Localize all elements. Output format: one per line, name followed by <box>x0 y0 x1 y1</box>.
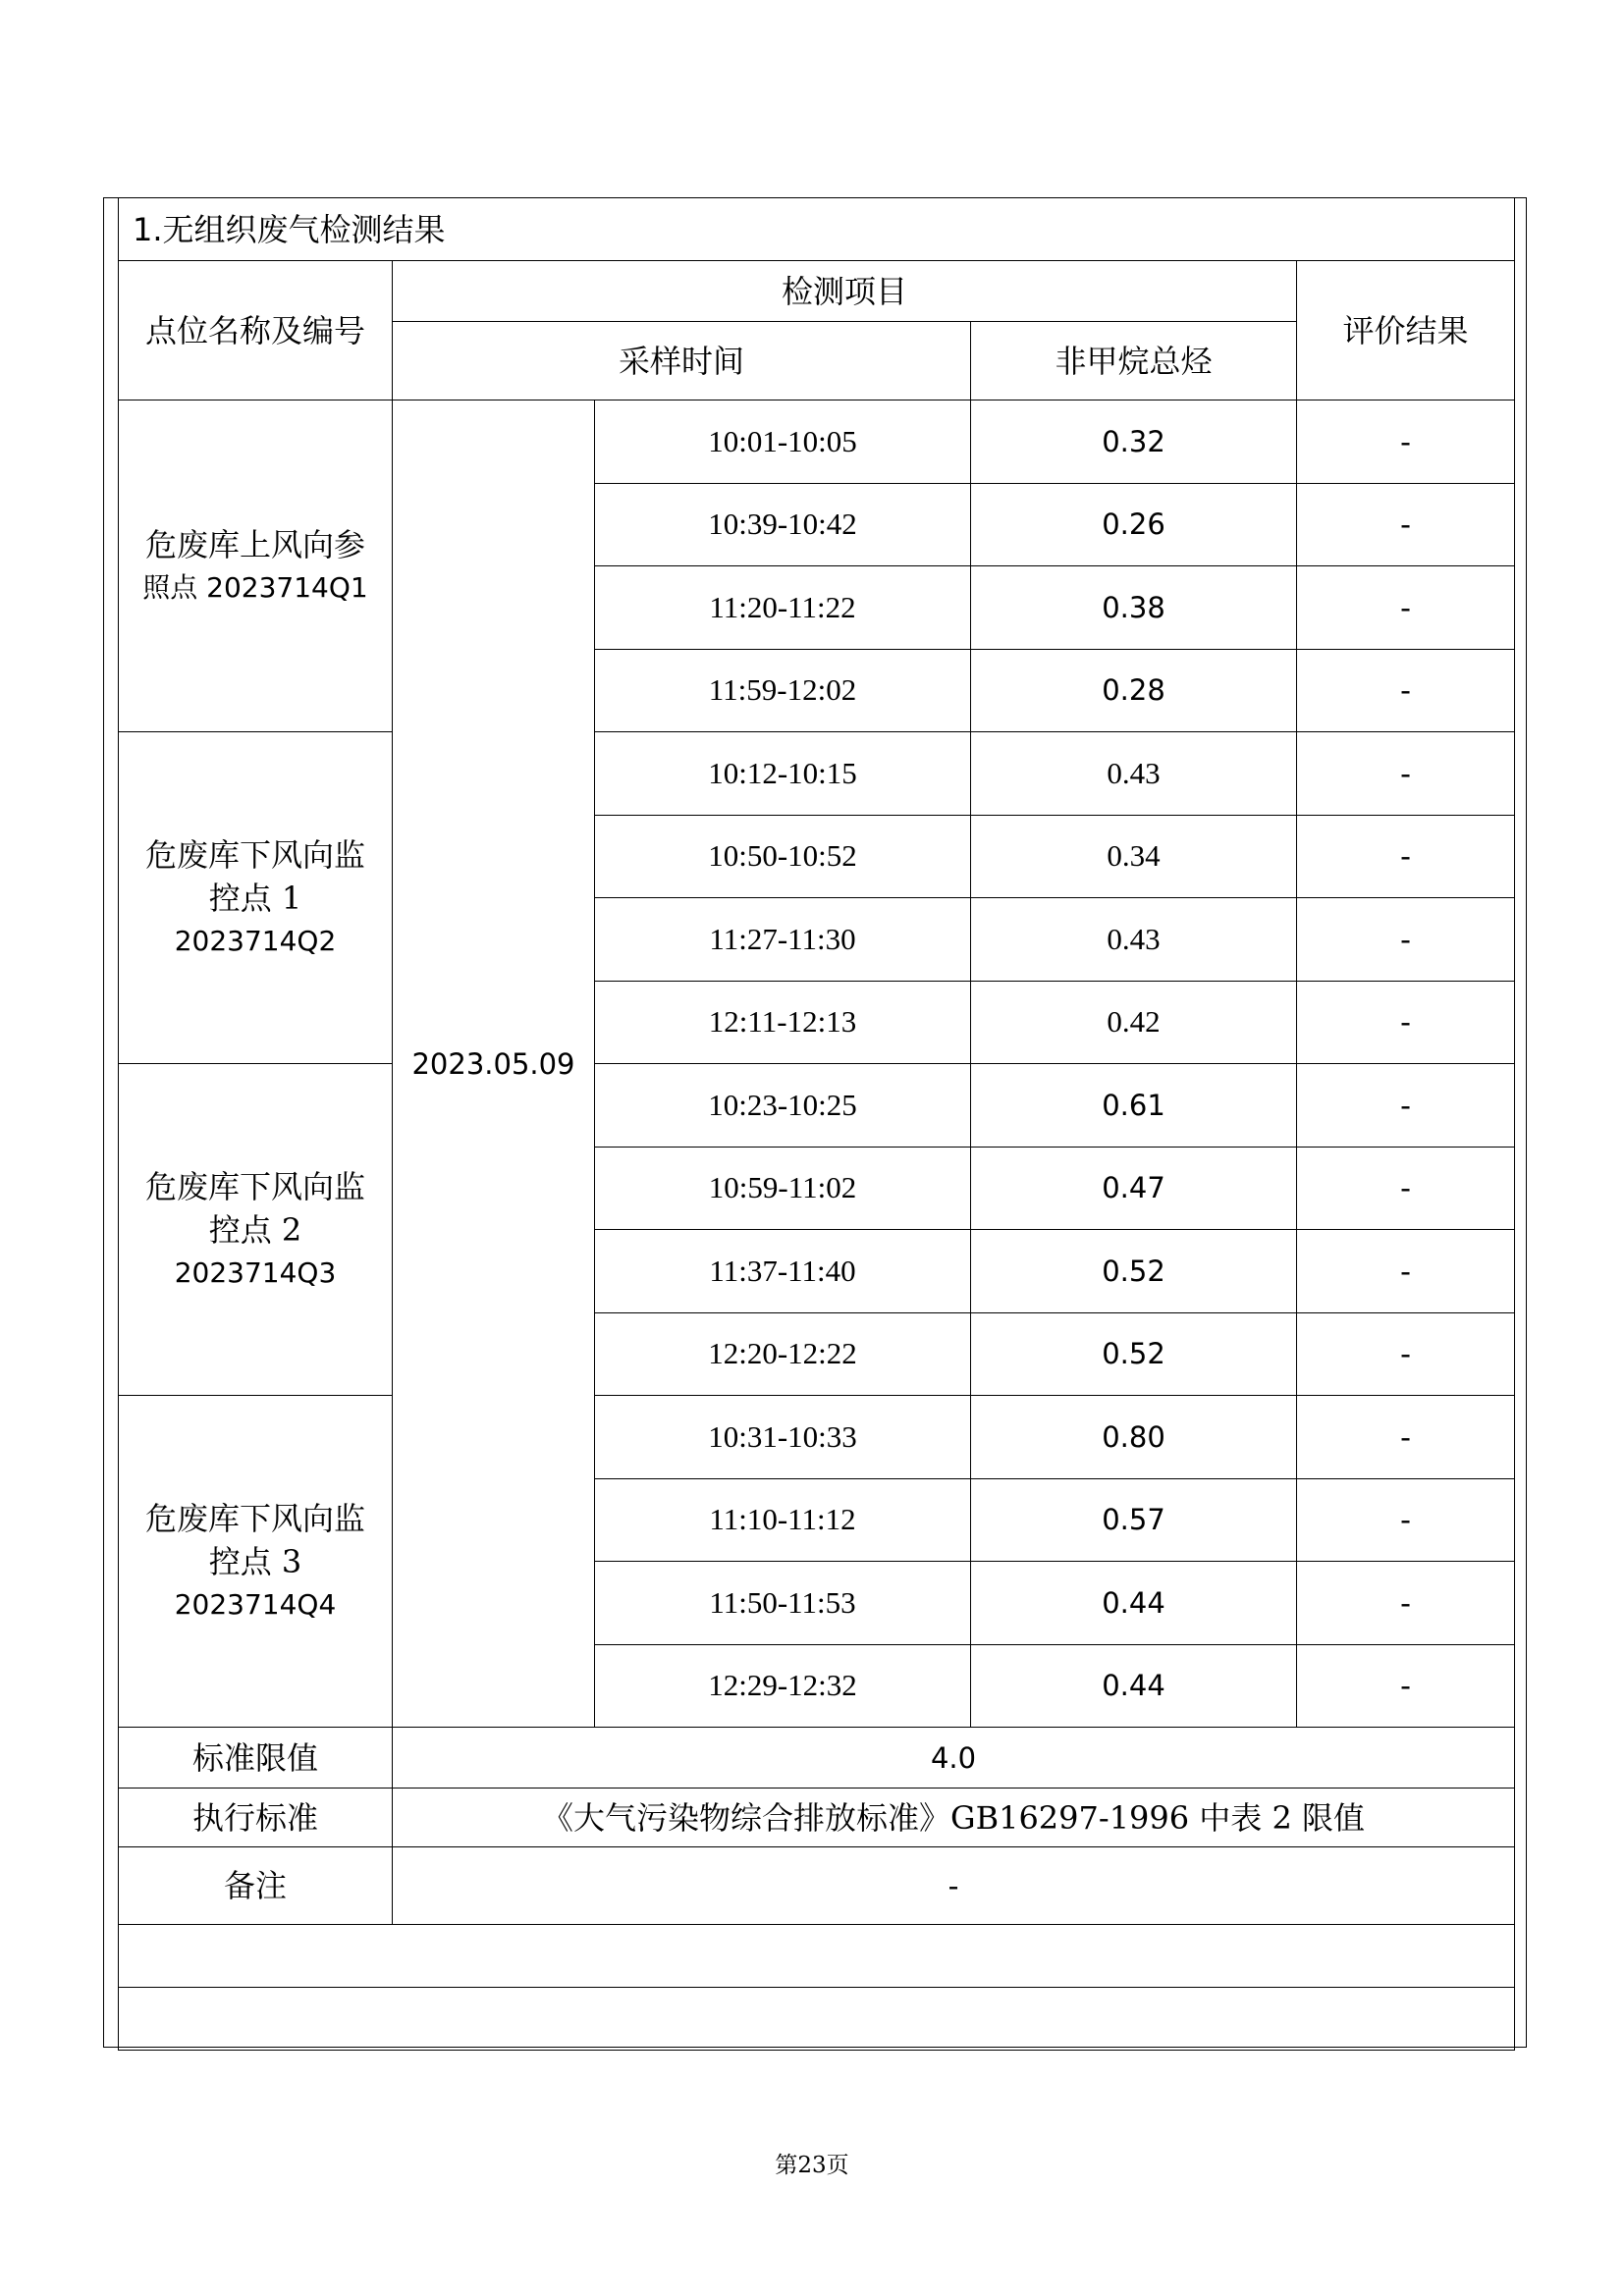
location-name-line: 危废库下风向监 <box>144 1499 365 1537</box>
section-title: 1.无组织废气检测结果 <box>119 198 1515 261</box>
location-name <box>119 732 393 1064</box>
location-name-line: 2023714Q4 <box>174 1587 337 1621</box>
evaluation-result: - <box>1297 1562 1515 1645</box>
remarks-label: 备注 <box>119 1847 393 1925</box>
nmhc-value: 0.44 <box>971 1644 1297 1728</box>
sampling-time: 12:29-12:32 <box>595 1644 971 1728</box>
standard-limit-row <box>119 1728 1515 1789</box>
nmhc-value: 0.61 <box>971 1064 1297 1148</box>
evaluation-result: - <box>1297 898 1515 982</box>
title-row <box>119 198 1515 261</box>
standard-limit-value: 4.0 <box>393 1728 1515 1789</box>
evaluation-result: - <box>1297 400 1515 484</box>
location-name <box>119 400 393 732</box>
sampling-time: 10:12-10:15 <box>595 732 971 816</box>
nmhc-value: 0.42 <box>971 981 1297 1064</box>
sampling-time: 10:23-10:25 <box>595 1064 971 1148</box>
sampling-time: 10:31-10:33 <box>595 1396 971 1479</box>
evaluation-result: - <box>1297 1230 1515 1313</box>
nmhc-value: 0.57 <box>971 1478 1297 1562</box>
evaluation-result: - <box>1297 815 1515 898</box>
location-name-line: 控点 2 <box>208 1210 302 1249</box>
evaluation-result: - <box>1297 649 1515 732</box>
nmhc-value: 0.52 <box>971 1312 1297 1396</box>
nmhc-value: 0.47 <box>971 1147 1297 1230</box>
sampling-time: 10:39-10:42 <box>595 483 971 566</box>
blank-cell <box>119 1988 1515 2051</box>
evaluation-result: - <box>1297 1312 1515 1396</box>
location-name <box>119 1396 393 1728</box>
header-evaluation: 评价结果 <box>1297 261 1515 400</box>
table-row <box>119 732 1515 816</box>
sampling-time: 10:59-11:02 <box>595 1147 971 1230</box>
standard-label: 执行标准 <box>119 1789 393 1847</box>
sampling-time: 11:20-11:22 <box>595 566 971 650</box>
location-name-line: 2023714Q2 <box>174 924 337 957</box>
sampling-time: 10:50-10:52 <box>595 815 971 898</box>
evaluation-result: - <box>1297 1396 1515 1479</box>
evaluation-result: - <box>1297 1147 1515 1230</box>
standard-value: 《大气污染物综合排放标准》GB16297-1996 中表 2 限值 <box>393 1789 1515 1847</box>
standard-row <box>119 1789 1515 1847</box>
location-name-line: 控点 3 <box>208 1542 302 1580</box>
nmhc-value: 0.44 <box>971 1562 1297 1645</box>
location-name-line: 照点 2023714Q1 <box>142 570 368 604</box>
table-row <box>119 1064 1515 1148</box>
evaluation-result: - <box>1297 1478 1515 1562</box>
sampling-time: 11:10-11:12 <box>595 1478 971 1562</box>
nmhc-value: 0.28 <box>971 649 1297 732</box>
evaluation-result: - <box>1297 732 1515 816</box>
sampling-time: 11:59-12:02 <box>595 649 971 732</box>
nmhc-value: 0.32 <box>971 400 1297 484</box>
evaluation-result: - <box>1297 483 1515 566</box>
evaluation-result: - <box>1297 1644 1515 1728</box>
location-name-line: 危废库上风向参 <box>144 525 365 563</box>
evaluation-result: - <box>1297 1064 1515 1148</box>
nmhc-value: 0.43 <box>971 898 1297 982</box>
table-row <box>119 1396 1515 1479</box>
header-location: 点位名称及编号 <box>119 261 393 400</box>
location-name <box>119 1064 393 1396</box>
page-number: 第23页 <box>775 2153 849 2178</box>
table-row <box>119 400 1515 484</box>
sampling-date: 2023.05.09 <box>393 400 595 1728</box>
blank-cell <box>119 1925 1515 1988</box>
location-name-line: 危废库下风向监 <box>144 835 365 874</box>
nmhc-value: 0.52 <box>971 1230 1297 1313</box>
nmhc-value: 0.38 <box>971 566 1297 650</box>
remarks-value: - <box>393 1847 1515 1925</box>
location-name-line: 危废库下风向监 <box>144 1167 365 1205</box>
standard-limit-label: 标准限值 <box>119 1728 393 1789</box>
evaluation-result: - <box>1297 981 1515 1064</box>
sampling-time: 11:27-11:30 <box>595 898 971 982</box>
sampling-time: 12:20-12:22 <box>595 1312 971 1396</box>
header-sampling-time: 采样时间 <box>393 322 971 400</box>
remarks-row <box>119 1847 1515 1925</box>
nmhc-value: 0.26 <box>971 483 1297 566</box>
evaluation-result: - <box>1297 566 1515 650</box>
sampling-time: 12:11-12:13 <box>595 981 971 1064</box>
sampling-time: 11:50-11:53 <box>595 1562 971 1645</box>
sampling-time: 10:01-10:05 <box>595 400 971 484</box>
location-name-line: 2023714Q3 <box>174 1255 337 1289</box>
sampling-time: 11:37-11:40 <box>595 1230 971 1313</box>
header-nmhc: 非甲烷总烃 <box>971 322 1297 400</box>
nmhc-value: 0.80 <box>971 1396 1297 1479</box>
header-row-1 <box>119 261 1515 322</box>
results-table <box>118 197 1515 2051</box>
location-name-line: 控点 1 <box>208 879 302 917</box>
blank-row-1 <box>119 1925 1515 1988</box>
header-test-items: 检测项目 <box>393 261 1297 322</box>
blank-row-2 <box>119 1988 1515 2051</box>
nmhc-value: 0.34 <box>971 815 1297 898</box>
nmhc-value: 0.43 <box>971 732 1297 816</box>
